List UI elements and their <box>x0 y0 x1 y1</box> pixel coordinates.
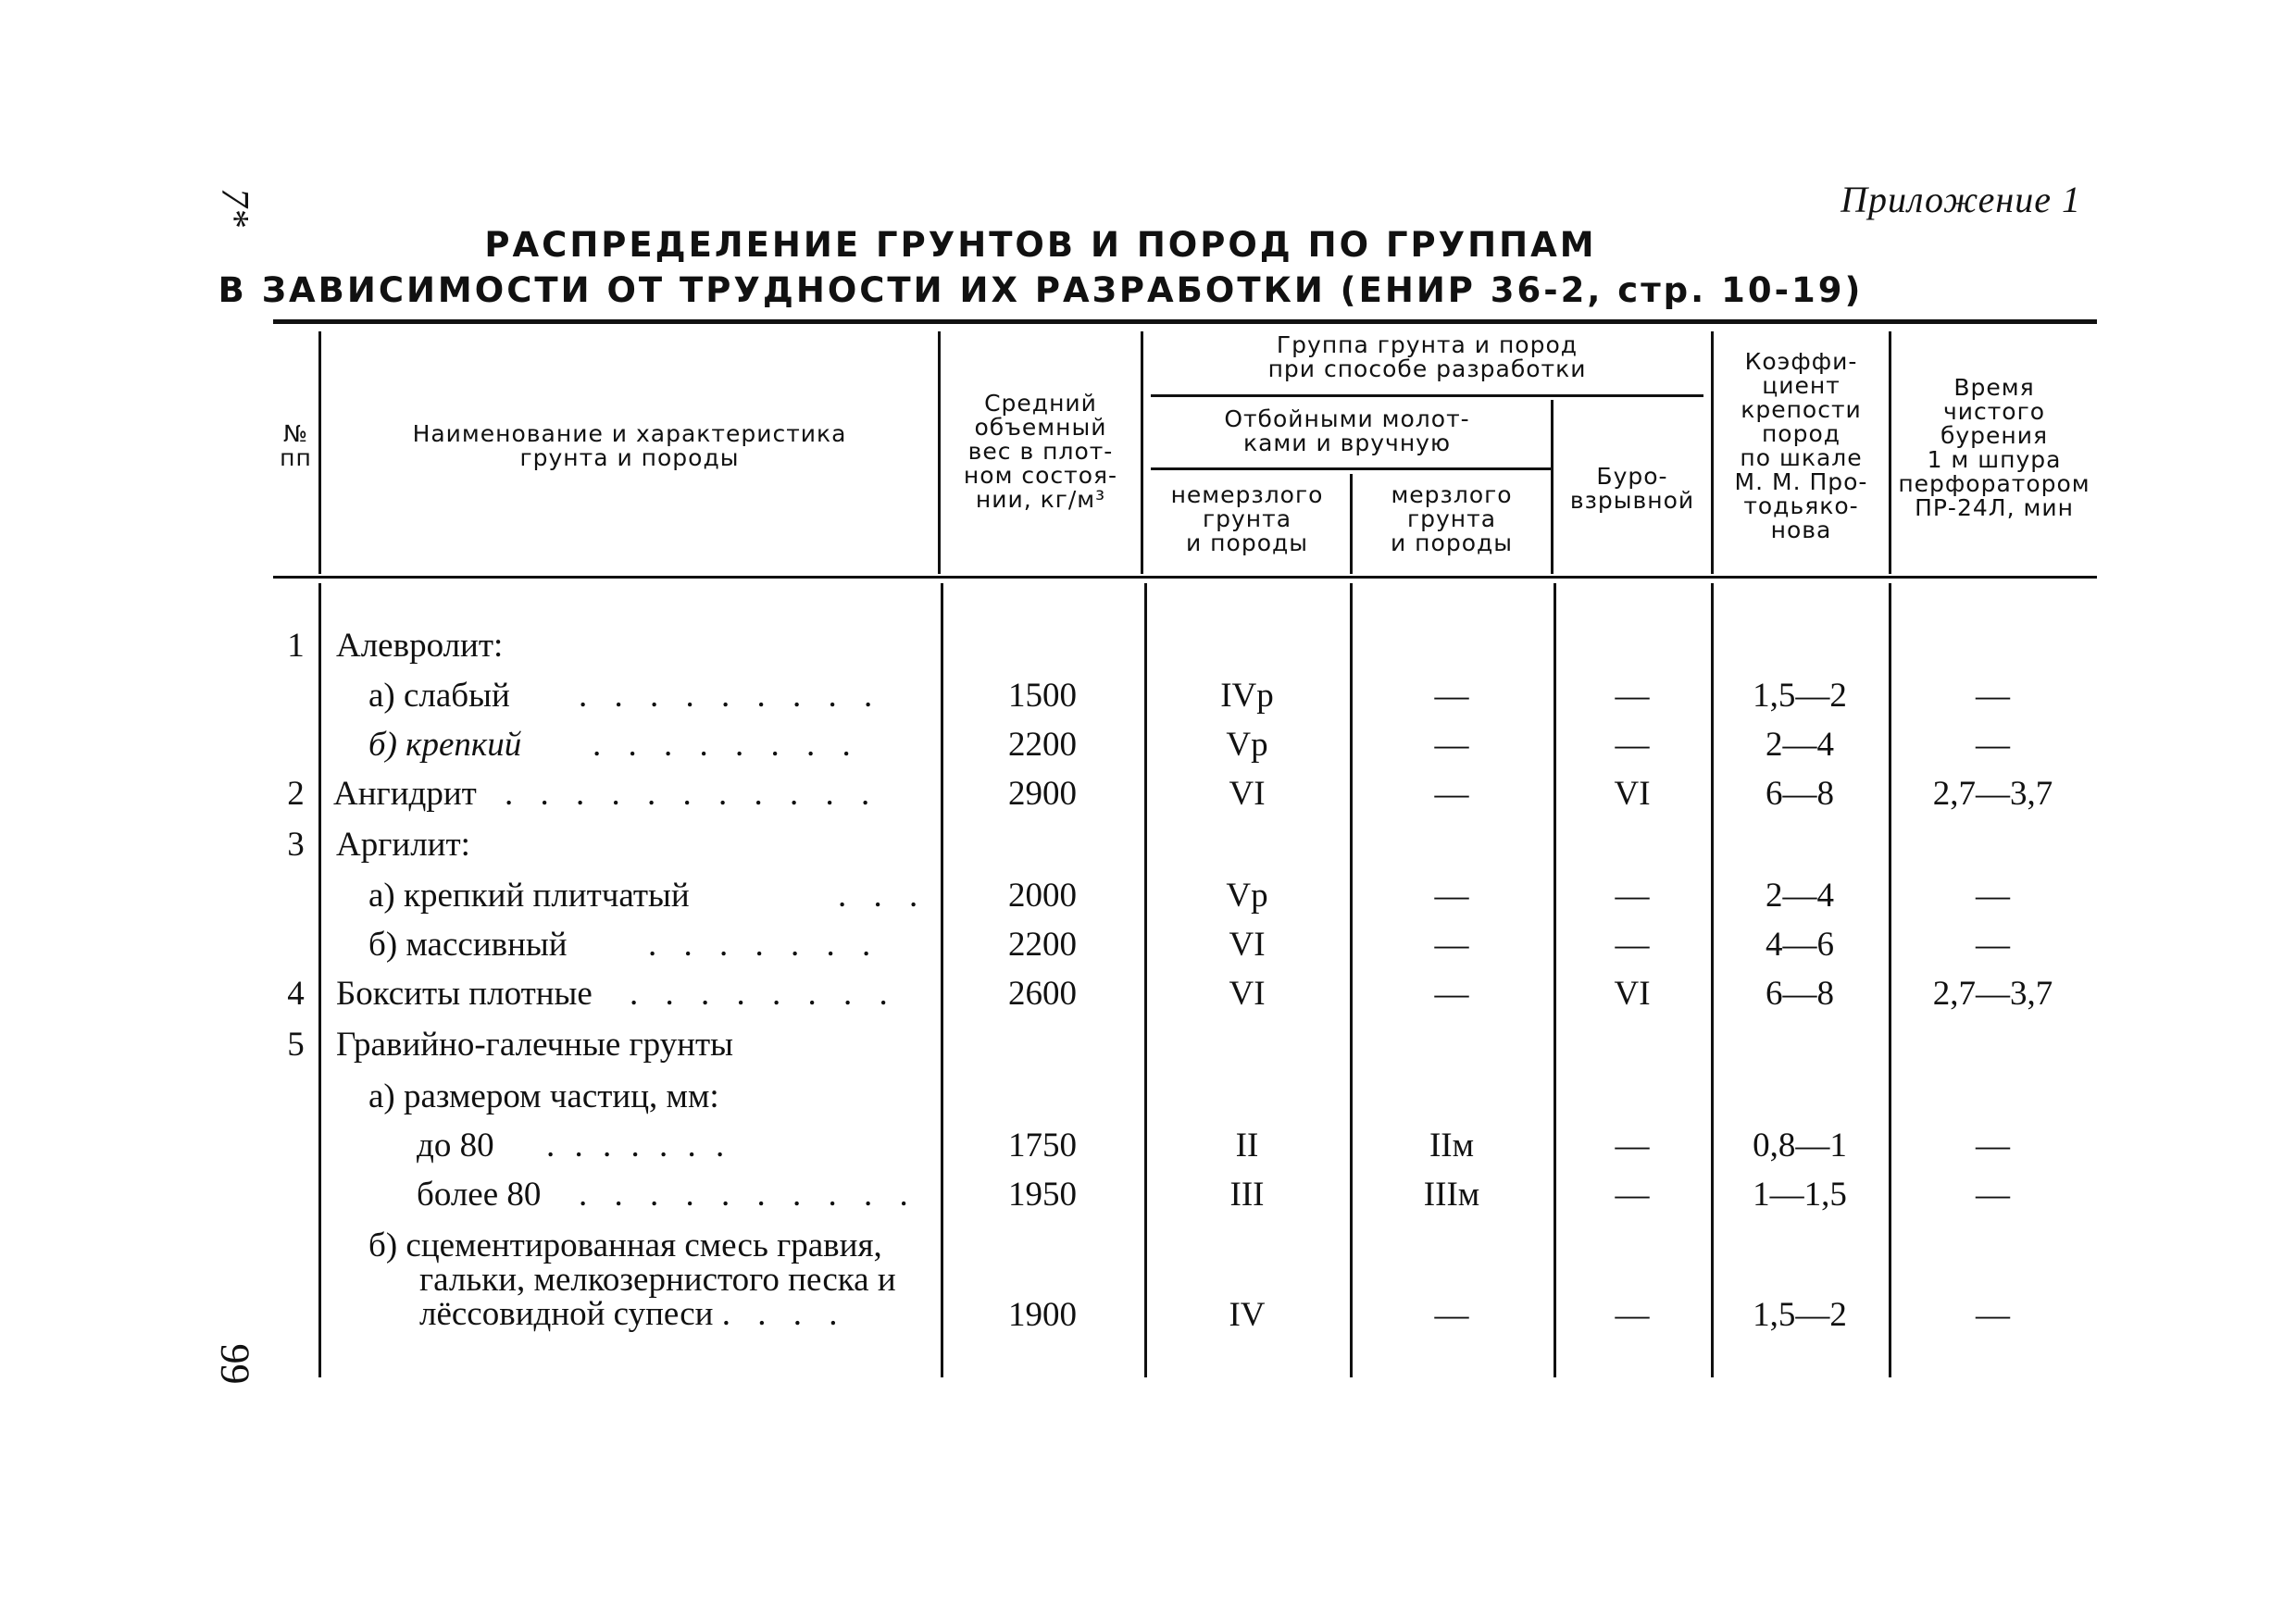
row-time: — <box>1976 1176 2010 1214</box>
row-time: — <box>1976 1127 2010 1164</box>
row-blast: — <box>1615 877 1650 915</box>
row-unfrozen: Vр <box>1226 877 1268 915</box>
row-unfrozen: IVр <box>1220 677 1274 715</box>
page-number: 99 <box>212 1343 258 1385</box>
table-top-rule <box>273 319 2097 324</box>
row-name-multiline: б) сцементированная смесь гравия, гальки, мелкозернистого песка и лёссовидной супеси . . . . <box>368 1227 896 1333</box>
row-coef: 6—8 <box>1766 975 1834 1013</box>
row-unfrozen: IV <box>1229 1296 1266 1334</box>
row-dots: . . . . . . . <box>648 926 880 964</box>
header-weight: Средний объемный вес в плот- ном состоя- нии, кг/м³ <box>963 390 1118 513</box>
row-time: — <box>1976 926 2010 964</box>
row-dots: . . . . . . . <box>546 1127 730 1164</box>
row-frozen: — <box>1434 775 1469 813</box>
header-name: Наименование и характеристика грунта и породы <box>412 420 847 471</box>
row-dots: . . . . . . . . <box>593 726 860 764</box>
row-blast: — <box>1615 677 1650 715</box>
page-title-line1: РАСПРЕДЕЛЕНИЕ ГРУНТОВ И ПОРОД ПО ГРУППАМ <box>484 225 1597 265</box>
row-unfrozen: VI <box>1229 926 1266 964</box>
row-blast: — <box>1615 1296 1650 1334</box>
row-name: а) размером частиц, мм: <box>368 1077 719 1115</box>
row-name: Алевролит: <box>336 627 504 665</box>
row-coef: 4—6 <box>1766 926 1834 964</box>
row-name: а) крепкий плитчатый <box>368 877 690 915</box>
row-unfrozen: II <box>1235 1127 1259 1164</box>
row-coef: 1,5—2 <box>1753 677 1847 715</box>
row-time: — <box>1976 877 2010 915</box>
row-blast: — <box>1615 1127 1650 1164</box>
header-num: № пп <box>280 420 312 471</box>
row-time: — <box>1976 726 2010 764</box>
row-time: 2,7—3,7 <box>1932 775 2053 813</box>
row-weight: 2200 <box>1008 726 1077 764</box>
row-unfrozen: VI <box>1229 775 1266 813</box>
group-header-rule <box>1151 394 1703 397</box>
row-coef: 0,8—1 <box>1753 1127 1847 1164</box>
row-weight: 2600 <box>1008 975 1077 1013</box>
row-unfrozen: VI <box>1229 975 1266 1013</box>
header-time: Время чистого бурения 1 м шпура перфоратором ПР-24Л, мин <box>1898 374 2090 521</box>
row-weight: 1900 <box>1008 1296 1077 1334</box>
header-unfrozen: немерзлого грунта и породы <box>1170 481 1324 556</box>
row-frozen: IIм <box>1429 1127 1475 1164</box>
appendix-label: Приложение 1 <box>1841 179 2081 220</box>
row-frozen: IIIм <box>1423 1176 1480 1214</box>
row-name: Бокситы плотные <box>336 975 593 1013</box>
row-name: Гравийно-галечные грунты <box>336 1026 734 1064</box>
row-coef: 6—8 <box>1766 775 1834 813</box>
row-coef: 2—4 <box>1766 877 1834 915</box>
row-num: 2 <box>287 775 305 813</box>
header-hammer: Отбойными молот- ками и вручную <box>1224 405 1470 456</box>
row-dots: . . . <box>838 877 928 915</box>
row-name: б) массивный <box>368 926 568 964</box>
row-weight: 2000 <box>1008 877 1077 915</box>
row-time: — <box>1976 1296 2010 1334</box>
row-dots: . . . . . . . . . <box>579 677 882 715</box>
header-group: Группа грунта и пород при способе разработки <box>1267 331 1587 382</box>
row-frozen: — <box>1434 1296 1469 1334</box>
row-weight: 2900 <box>1008 775 1077 813</box>
row-weight: 1750 <box>1008 1127 1077 1164</box>
row-coef: 1,5—2 <box>1753 1296 1847 1334</box>
row-frozen: — <box>1434 677 1469 715</box>
row-num: 5 <box>287 1026 305 1064</box>
row-name: Ангидрит <box>333 775 477 813</box>
row-dots: . . . . . . . . . . <box>579 1176 917 1214</box>
row-weight: 2200 <box>1008 926 1077 964</box>
row-blast: — <box>1615 726 1650 764</box>
row-name: более 80 <box>417 1176 542 1214</box>
row-dots: . . . . . . . . <box>630 975 897 1013</box>
row-name: Аргилит: <box>336 826 470 864</box>
row-weight: 1950 <box>1008 1176 1077 1214</box>
row-blast: VI <box>1614 775 1651 813</box>
row-blast: — <box>1615 926 1650 964</box>
row-frozen: — <box>1434 726 1469 764</box>
row-name: а) слабый <box>368 677 510 715</box>
row-num: 3 <box>287 826 305 864</box>
hammer-header-rule <box>1151 467 1551 470</box>
row-num: 4 <box>287 975 305 1013</box>
header-blast: Буро- взрывной <box>1569 463 1695 514</box>
row-dots: . . . . . . . . . . . <box>505 775 880 813</box>
row-blast: VI <box>1614 975 1651 1013</box>
row-weight: 1500 <box>1008 677 1077 715</box>
row-coef: 2—4 <box>1766 726 1834 764</box>
row-frozen: — <box>1434 975 1469 1013</box>
row-coef: 1—1,5 <box>1753 1176 1847 1214</box>
row-name: б) крепкий <box>368 726 522 764</box>
row-blast: — <box>1615 1176 1650 1214</box>
page-title-line2: В ЗАВИСИМОСТИ ОТ ТРУДНОСТИ ИХ РАЗРАБОТКИ (ЕНИР 36-2, стр. 10-19) <box>218 270 1864 310</box>
header-bottom-rule <box>273 576 2097 579</box>
row-time: 2,7—3,7 <box>1932 975 2053 1013</box>
row-unfrozen: III <box>1229 1176 1265 1214</box>
row-frozen: — <box>1434 877 1469 915</box>
margin-mark: 7* <box>213 188 256 227</box>
body-divider <box>318 583 321 1377</box>
row-num: 1 <box>287 627 305 665</box>
row-frozen: — <box>1434 926 1469 964</box>
row-unfrozen: Vр <box>1226 726 1268 764</box>
row-time: — <box>1976 677 2010 715</box>
header-frozen: мерзлого грунта и породы <box>1390 481 1514 556</box>
header-coef: Коэффи- циент крепости пород по шкале М. М. Про- тодьяко- нова <box>1734 348 1868 543</box>
row-name: до 80 <box>417 1127 494 1164</box>
